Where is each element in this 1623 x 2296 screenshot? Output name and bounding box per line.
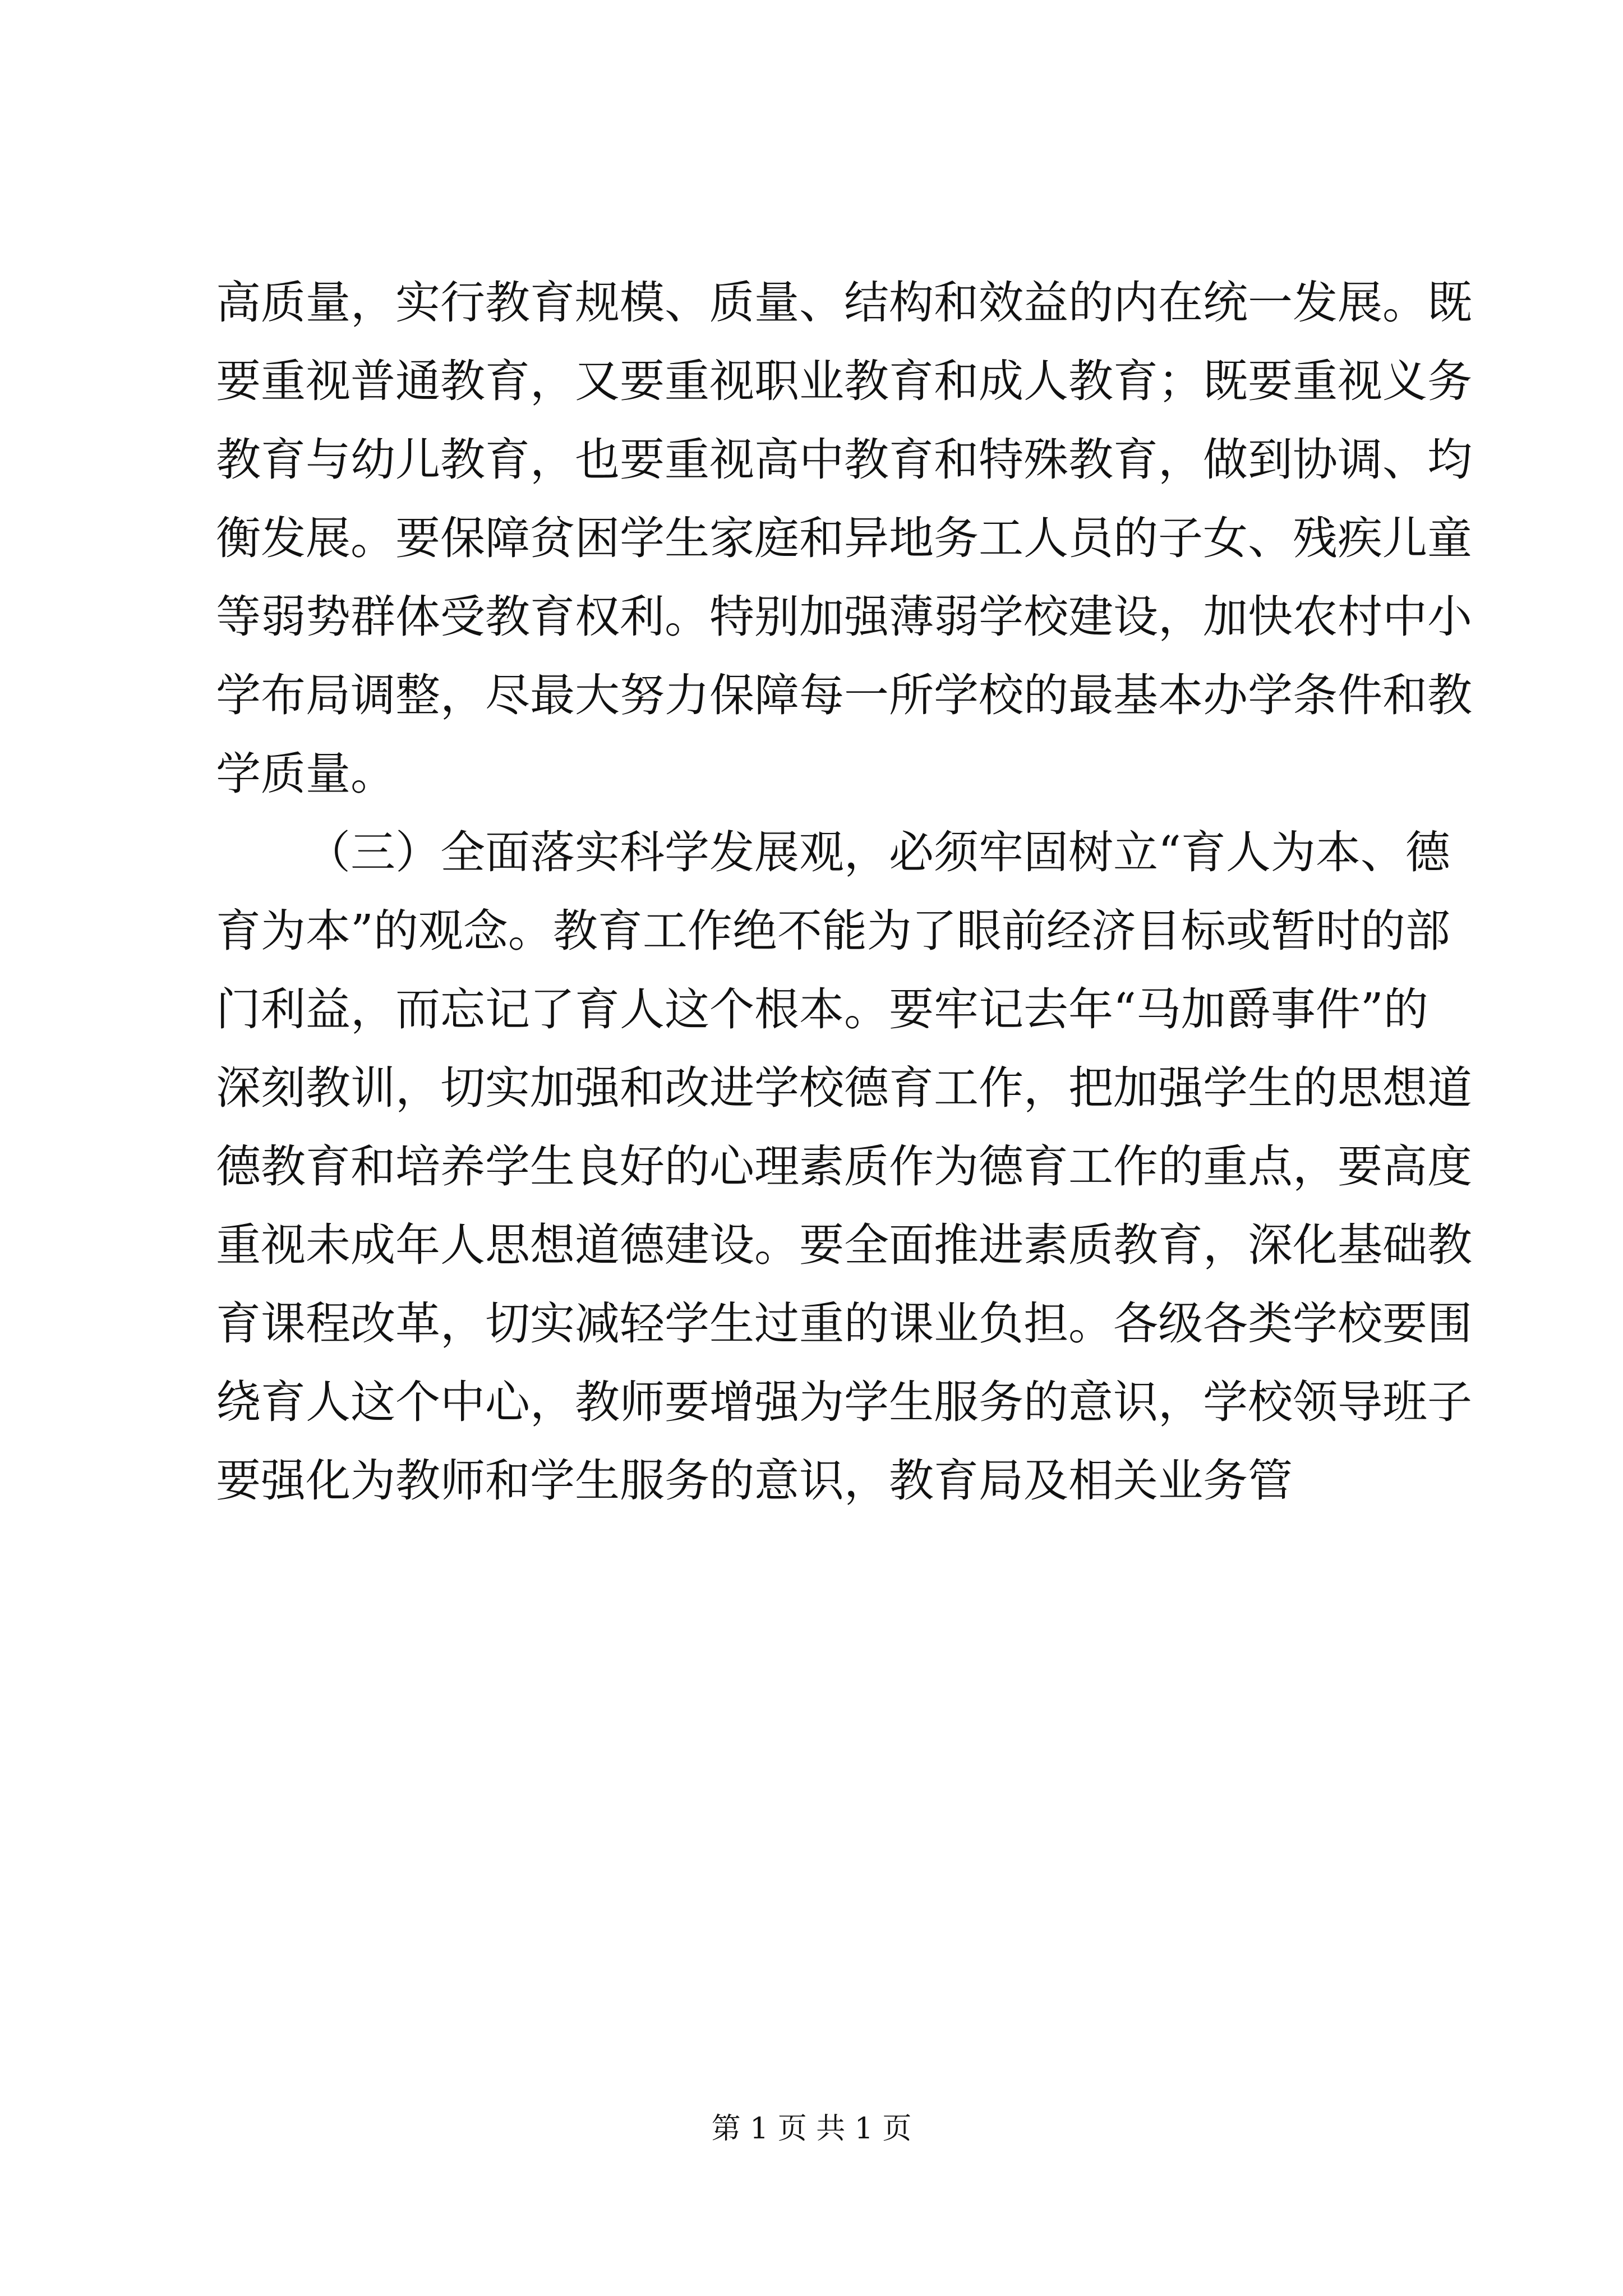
page-number-footer: 第 1 页 共 1 页 — [711, 2112, 912, 2146]
text-line: 高质量，实行教育规模、质量、结构和效益的内在统一发展。既 — [216, 277, 1472, 329]
text-line: 深刻教训，切实加强和改进学校德育工作，把加强学生的思想道 — [216, 1062, 1472, 1114]
text-line: 要重视普通教育，又要重视职业教育和成人教育；既要重视义务 — [216, 355, 1472, 407]
text-line: 学布局调整，尽最大努力保障每一所学校的最基本办学条件和教 — [216, 669, 1472, 721]
text-line: 绕育人这个中心，教师要增强为学生服务的意识，学校领导班子 — [216, 1376, 1472, 1428]
text-line: 育为本”的观念。教育工作绝不能为了眼前经济目标或暂时的部 — [216, 905, 1450, 957]
text-line: 要强化为教师和学生服务的意识，教育局及相关业务管 — [216, 1455, 1293, 1507]
text-line: 育课程改革，切实减轻学生过重的课业负担。各级各类学校要围 — [216, 1297, 1472, 1350]
paragraph-2 — [216, 813, 1472, 1520]
text-line: 重视未成年人思想道德建设。要全面推进素质教育，深化基础教 — [216, 1219, 1472, 1271]
paragraph-1 — [216, 264, 1472, 813]
text-line: 等弱势群体受教育权利。特别加强薄弱学校建设，加快农村中小 — [216, 591, 1472, 643]
text-line: 衡发展。要保障贫困学生家庭和异地务工人员的子女、残疾儿童 — [216, 512, 1472, 564]
document-body — [216, 264, 1472, 1520]
text-line: 德教育和培养学生良好的心理素质作为德育工作的重点，要高度 — [216, 1140, 1472, 1193]
text-line: 教育与幼儿教育，也要重视高中教育和特殊教育，做到协调、均 — [216, 434, 1472, 486]
text-line: 门利益，而忘记了育人这个根本。要牢记去年“马加爵事件”的 — [216, 983, 1428, 1036]
text-line: 学质量。 — [216, 748, 395, 800]
text-line: （三）全面落实科学发展观，必须牢固树立“育人为本、德 — [306, 826, 1450, 878]
